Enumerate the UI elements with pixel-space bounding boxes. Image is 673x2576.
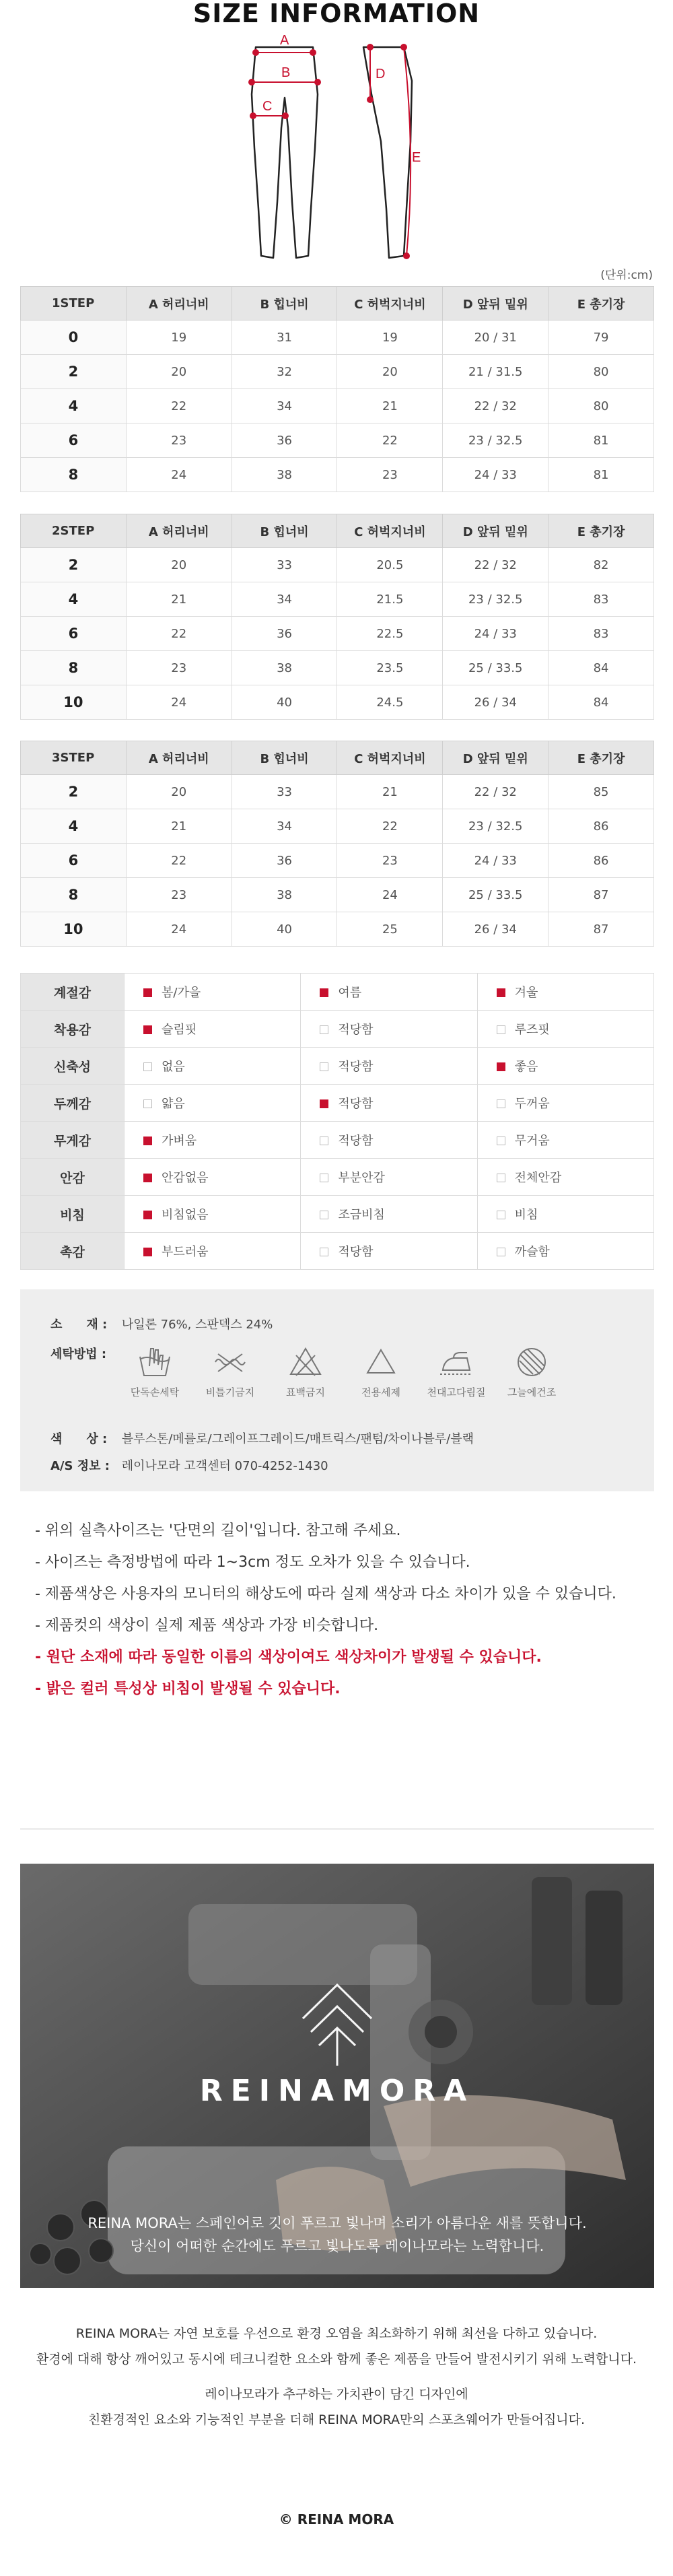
table-row xyxy=(21,582,654,617)
table-cell: 36 xyxy=(232,617,337,651)
feel-option-text: 가벼움 xyxy=(162,1134,197,1148)
table-row xyxy=(21,809,654,844)
size-table-3step xyxy=(20,741,654,947)
table-row xyxy=(21,548,654,582)
feel-option-text: 적당함 xyxy=(338,1060,374,1074)
feel-option xyxy=(477,1233,653,1270)
column-header: E 총기장 xyxy=(548,514,654,548)
table-cell: 22 / 32 xyxy=(443,389,548,423)
feel-option xyxy=(477,1159,653,1196)
table-cell: 24 xyxy=(126,912,232,947)
feel-option xyxy=(301,1085,477,1122)
wash-text: 전용세제 xyxy=(361,1386,400,1398)
feel-row xyxy=(21,1159,654,1196)
brand-about xyxy=(0,2321,673,2433)
table-row xyxy=(21,458,654,492)
table-cell: 86 xyxy=(548,844,654,878)
wash-text: 비틀기금지 xyxy=(205,1386,255,1398)
table-cell: 40 xyxy=(232,912,337,947)
table-row xyxy=(21,320,654,355)
table-cell: 23 xyxy=(337,844,443,878)
checked-box-icon xyxy=(143,1211,152,1219)
table-cell: 23 xyxy=(126,878,232,912)
feel-label: 두께감 xyxy=(21,1085,125,1122)
table-cell: 21 xyxy=(126,809,232,844)
checked-box-icon xyxy=(497,1062,505,1071)
column-header: B 힙너비 xyxy=(232,741,337,775)
table-cell: 23 / 32.5 xyxy=(443,423,548,458)
notice-item-warning: - 원단 소재에 따라 동일한 이름의 색상이여도 색상차이가 발생될 수 있습니다. xyxy=(35,1649,542,1666)
leggings-measurement-diagram xyxy=(242,34,437,266)
feel-option-text: 적당함 xyxy=(338,1245,374,1259)
feel-option-text: 얇음 xyxy=(162,1097,185,1111)
feel-option xyxy=(477,1048,653,1085)
size-cell: 8 xyxy=(21,651,127,685)
table-cell: 84 xyxy=(548,651,654,685)
feel-option-text: 전체안감 xyxy=(514,1171,562,1185)
unchecked-box-icon xyxy=(497,1137,505,1145)
table-cell: 84 xyxy=(548,685,654,720)
unchecked-box-icon xyxy=(320,1025,328,1034)
diagram-label-d: D xyxy=(376,67,386,81)
product-spec-box xyxy=(20,1289,654,1491)
table-step-name: 2STEP xyxy=(21,514,127,548)
feel-option-text: 적당함 xyxy=(338,1023,374,1037)
feel-row xyxy=(21,974,654,1011)
feel-option-text: 봄/가을 xyxy=(162,986,201,1000)
column-header: D 앞뒤 밑위 xyxy=(443,514,548,548)
no-wring-icon xyxy=(211,1343,249,1381)
table-row xyxy=(21,389,654,423)
feel-option-text: 두꺼움 xyxy=(514,1097,550,1111)
size-cell: 6 xyxy=(21,844,127,878)
feel-label: 신축성 xyxy=(21,1048,125,1085)
table-cell: 81 xyxy=(548,458,654,492)
detergent-icon xyxy=(362,1343,400,1381)
table-cell: 24 / 33 xyxy=(443,844,548,878)
table-cell: 22 xyxy=(337,423,443,458)
table-cell: 23 xyxy=(126,651,232,685)
column-header: C 허벅지너비 xyxy=(337,514,443,548)
table-cell: 21 / 31.5 xyxy=(443,355,548,389)
unchecked-box-icon xyxy=(143,1062,152,1071)
table-cell: 34 xyxy=(232,809,337,844)
table-cell: 22 xyxy=(126,844,232,878)
size-cell: 8 xyxy=(21,458,127,492)
table-cell: 22.5 xyxy=(337,617,443,651)
feel-option xyxy=(301,1233,477,1270)
checked-box-icon xyxy=(143,1137,152,1145)
table-cell: 24.5 xyxy=(337,685,443,720)
table-cell: 33 xyxy=(232,548,337,582)
as-label: A/S 정보 : xyxy=(50,1459,110,1473)
table-cell: 21.5 xyxy=(337,582,443,617)
page-title: SIZE INFORMATION xyxy=(192,0,481,28)
brand-caption: 당신이 어떠한 순간에도 푸르고 빛나도록 레이나모라는 노력합니다. xyxy=(130,2238,544,2254)
table-cell: 31 xyxy=(232,320,337,355)
notice-list xyxy=(35,1515,654,1705)
feel-label: 안감 xyxy=(21,1159,125,1196)
brand-caption: REINA MORA는 스페인어로 깃이 푸르고 빛나며 소리가 아름다운 새를 뜻합니다. xyxy=(87,2215,587,2231)
checked-box-icon xyxy=(320,1099,328,1108)
feel-label: 비침 xyxy=(21,1196,125,1233)
about-line: 환경에 대해 항상 깨어있고 동시에 테크니컬한 요소와 함께 좋은 제품을 만들어 발전시키기 위해 노력합니다. xyxy=(36,2352,637,2367)
size-cell: 2 xyxy=(21,355,127,389)
table-cell: 19 xyxy=(126,320,232,355)
color-label: 색 상 : xyxy=(50,1432,108,1446)
table-cell: 36 xyxy=(232,423,337,458)
copyright: © REINA MORA xyxy=(279,2511,394,2528)
table-cell: 25 xyxy=(337,912,443,947)
feel-option xyxy=(477,1011,653,1048)
column-header: D 앞뒤 밑위 xyxy=(443,287,548,320)
unchecked-box-icon xyxy=(497,1025,505,1034)
material-value: 나일론 76%, 스판덱스 24% xyxy=(121,1318,273,1332)
feel-option xyxy=(301,1011,477,1048)
feel-option-text: 없음 xyxy=(162,1060,185,1074)
table-cell: 24 xyxy=(126,458,232,492)
table-cell: 87 xyxy=(548,878,654,912)
table-row xyxy=(21,878,654,912)
feel-option xyxy=(301,1048,477,1085)
feel-option xyxy=(477,1122,653,1159)
diagram-label-b: B xyxy=(281,65,291,80)
table-cell: 20 xyxy=(337,355,443,389)
feel-option-text: 부분안감 xyxy=(338,1171,385,1185)
table-cell: 23.5 xyxy=(337,651,443,685)
detergent-icon-item xyxy=(347,1343,415,1399)
material-row xyxy=(50,1315,273,1332)
table-cell: 79 xyxy=(548,320,654,355)
table-row xyxy=(21,355,654,389)
table-cell: 22 xyxy=(337,809,443,844)
notice-item: - 제품색상은 사용자의 모니터의 해상도에 따라 실제 색상과 다소 차이가 있을 수 있습니다. xyxy=(35,1586,616,1602)
table-cell: 22 xyxy=(126,389,232,423)
diagram-label-c: C xyxy=(262,99,273,114)
table-cell: 21 xyxy=(337,389,443,423)
unchecked-box-icon xyxy=(497,1099,505,1108)
table-cell: 81 xyxy=(548,423,654,458)
color-value: 블루스톤/메를로/그레이프그레이드/매트릭스/팬텀/차이나블루/블랙 xyxy=(121,1432,474,1446)
column-header: B 힙너비 xyxy=(232,514,337,548)
feel-option-text: 조금비침 xyxy=(338,1208,385,1222)
table-cell: 24 xyxy=(337,878,443,912)
table-cell: 38 xyxy=(232,651,337,685)
feel-option-text: 적당함 xyxy=(338,1134,374,1148)
table-cell: 87 xyxy=(548,912,654,947)
unchecked-box-icon xyxy=(143,1099,152,1108)
feel-option xyxy=(125,1233,301,1270)
table-cell: 80 xyxy=(548,389,654,423)
unchecked-box-icon xyxy=(320,1062,328,1071)
feel-option-text: 슬림핏 xyxy=(162,1023,197,1037)
diagram-label-e: E xyxy=(412,150,421,165)
size-cell: 4 xyxy=(21,389,127,423)
feel-option-text: 겨울 xyxy=(514,986,538,1000)
about-line: 친환경적인 요소와 기능적인 부분을 더해 REINA MORA만의 스포츠웨어가 만들어집니다. xyxy=(87,2412,586,2427)
table-cell: 83 xyxy=(548,582,654,617)
feel-option xyxy=(125,1196,301,1233)
unchecked-box-icon xyxy=(497,1174,505,1182)
wash-text: 표백금지 xyxy=(286,1386,325,1398)
size-cell: 2 xyxy=(21,548,127,582)
feel-option-text: 비침 xyxy=(514,1208,538,1222)
column-header: A 허리너비 xyxy=(126,741,232,775)
shade-dry-icon-item xyxy=(498,1343,565,1399)
feel-option-text: 부드러움 xyxy=(162,1245,209,1259)
notice-item-warning: - 밝은 컬러 특성상 비침이 발생될 수 있습니다. xyxy=(35,1681,341,1697)
about-line: REINA MORA는 자연 보호를 우선으로 환경 오염을 최소화하기 위해 최선을 다하고 있습니다. xyxy=(75,2326,598,2341)
notice-item: - 제품컷의 색상이 실제 제품 색상과 가장 비슷합니다. xyxy=(35,1617,379,1634)
feel-option xyxy=(125,1011,301,1048)
unchecked-box-icon xyxy=(320,1248,328,1256)
table-cell: 38 xyxy=(232,458,337,492)
about-line: 레이나모라가 추구하는 가치관이 담긴 디자인에 xyxy=(205,2387,468,2402)
unchecked-box-icon xyxy=(320,1174,328,1182)
size-cell: 8 xyxy=(21,878,127,912)
wash-row xyxy=(50,1345,118,1362)
table-cell: 20.5 xyxy=(337,548,443,582)
table-cell: 26 / 34 xyxy=(443,685,548,720)
table-cell: 24 / 33 xyxy=(443,617,548,651)
column-header: A 허리너비 xyxy=(126,287,232,320)
feel-option-text: 까슬함 xyxy=(514,1245,550,1259)
feel-option-text: 무거움 xyxy=(514,1134,550,1148)
no-bleach-icon xyxy=(287,1343,324,1381)
feel-option xyxy=(477,1085,653,1122)
table-cell: 23 xyxy=(337,458,443,492)
checked-box-icon xyxy=(143,1174,152,1182)
feel-option-text: 루즈핏 xyxy=(514,1023,550,1037)
column-header: C 허벅지너비 xyxy=(337,287,443,320)
no-wring-icon-item xyxy=(197,1343,264,1399)
table-cell: 33 xyxy=(232,775,337,809)
table-cell: 23 / 32.5 xyxy=(443,582,548,617)
wash-text: 그늘에건조 xyxy=(507,1386,557,1398)
hand-wash-icon xyxy=(136,1343,174,1381)
brand-image xyxy=(20,1864,654,2288)
feel-label: 계절감 xyxy=(21,974,125,1011)
table-row xyxy=(21,617,654,651)
feel-row xyxy=(21,1196,654,1233)
feel-row xyxy=(21,1085,654,1122)
table-step-name: 3STEP xyxy=(21,741,127,775)
iron-cloth-icon xyxy=(437,1343,475,1381)
size-table-2step xyxy=(20,514,654,720)
no-bleach-icon-item xyxy=(272,1343,339,1399)
table-cell: 40 xyxy=(232,685,337,720)
table-cell: 25 / 33.5 xyxy=(443,878,548,912)
unchecked-box-icon xyxy=(497,1248,505,1256)
feel-option xyxy=(125,974,301,1011)
column-header: E 총기장 xyxy=(548,741,654,775)
table-row xyxy=(21,423,654,458)
table-cell: 85 xyxy=(548,775,654,809)
feel-option xyxy=(301,1196,477,1233)
wash-text: 단독손세탁 xyxy=(130,1386,180,1398)
table-cell: 26 / 34 xyxy=(443,912,548,947)
diagram-label-a: A xyxy=(280,34,289,48)
column-header: D 앞뒤 밑위 xyxy=(443,741,548,775)
as-info-row xyxy=(50,1456,328,1474)
table-row xyxy=(21,651,654,685)
feel-option xyxy=(125,1048,301,1085)
column-header: A 허리너비 xyxy=(126,514,232,548)
unchecked-box-icon xyxy=(320,1137,328,1145)
checked-box-icon xyxy=(497,988,505,997)
iron-cloth-icon-item xyxy=(423,1343,490,1399)
table-cell: 19 xyxy=(337,320,443,355)
table-cell: 23 xyxy=(126,423,232,458)
table-cell: 86 xyxy=(548,809,654,844)
size-cell: 6 xyxy=(21,617,127,651)
column-header: E 총기장 xyxy=(548,287,654,320)
unit-label: (단위:cm) xyxy=(600,269,653,282)
table-cell: 22 / 32 xyxy=(443,548,548,582)
checked-box-icon xyxy=(143,1248,152,1256)
feel-label: 무게감 xyxy=(21,1122,125,1159)
feel-option xyxy=(125,1085,301,1122)
table-cell: 23 / 32.5 xyxy=(443,809,548,844)
feel-option-text: 좋음 xyxy=(514,1060,538,1074)
fabric-feel-table xyxy=(20,973,654,1270)
table-cell: 25 / 33.5 xyxy=(443,651,548,685)
table-cell: 20 xyxy=(126,548,232,582)
feel-option xyxy=(477,974,653,1011)
feel-row xyxy=(21,1122,654,1159)
size-cell: 6 xyxy=(21,423,127,458)
checked-box-icon xyxy=(143,1025,152,1034)
checked-box-icon xyxy=(320,988,328,997)
table-cell: 34 xyxy=(232,389,337,423)
feel-option xyxy=(301,1122,477,1159)
table-cell: 21 xyxy=(126,582,232,617)
feel-label: 착용감 xyxy=(21,1011,125,1048)
table-step-name: 1STEP xyxy=(21,287,127,320)
hand-wash-icon-item xyxy=(121,1343,188,1399)
checked-box-icon xyxy=(143,988,152,997)
table-cell: 82 xyxy=(548,548,654,582)
feel-option-text: 비침없음 xyxy=(162,1208,209,1222)
as-value: 레이나모라 고객센터 070-4252-1430 xyxy=(121,1459,328,1473)
material-label: 소 재 : xyxy=(50,1318,108,1332)
column-header: C 허벅지너비 xyxy=(337,741,443,775)
feel-label: 촉감 xyxy=(21,1233,125,1270)
column-header: B 힙너비 xyxy=(232,287,337,320)
notice-item: - 사이즈는 측정방법에 따라 1~3cm 정도 오차가 있을 수 있습니다. xyxy=(35,1554,470,1571)
feel-option xyxy=(477,1196,653,1233)
table-cell: 83 xyxy=(548,617,654,651)
shade-dry-icon xyxy=(513,1343,551,1381)
feel-option-text: 적당함 xyxy=(338,1097,374,1111)
table-cell: 24 / 33 xyxy=(443,458,548,492)
wash-text: 천대고다림질 xyxy=(427,1386,486,1398)
table-cell: 24 xyxy=(126,685,232,720)
feel-option xyxy=(301,974,477,1011)
feel-option-text: 안감없음 xyxy=(162,1171,209,1185)
table-row xyxy=(21,912,654,947)
table-cell: 20 / 31 xyxy=(443,320,548,355)
table-row xyxy=(21,685,654,720)
unchecked-box-icon xyxy=(320,1211,328,1219)
size-cell: 2 xyxy=(21,775,127,809)
size-cell: 10 xyxy=(21,685,127,720)
feel-option xyxy=(301,1159,477,1196)
unchecked-box-icon xyxy=(497,1211,505,1219)
color-row xyxy=(50,1429,474,1447)
brand-logo-text: REINAMORA xyxy=(199,2074,475,2108)
table-cell: 80 xyxy=(548,355,654,389)
size-cell: 4 xyxy=(21,582,127,617)
table-cell: 36 xyxy=(232,844,337,878)
table-row xyxy=(21,775,654,809)
size-cell: 4 xyxy=(21,809,127,844)
feel-option-text: 여름 xyxy=(338,986,362,1000)
feel-row xyxy=(21,1233,654,1270)
wash-label: 세탁방법 : xyxy=(50,1347,107,1361)
feel-row xyxy=(21,1048,654,1085)
table-cell: 22 xyxy=(126,617,232,651)
size-cell: 10 xyxy=(21,912,127,947)
feel-row xyxy=(21,1011,654,1048)
feel-option xyxy=(125,1122,301,1159)
table-cell: 21 xyxy=(337,775,443,809)
size-table-1step xyxy=(20,286,654,492)
table-cell: 20 xyxy=(126,355,232,389)
table-cell: 38 xyxy=(232,878,337,912)
size-cell: 0 xyxy=(21,320,127,355)
table-cell: 20 xyxy=(126,775,232,809)
feel-option xyxy=(125,1159,301,1196)
table-cell: 32 xyxy=(232,355,337,389)
notice-item: - 위의 실측사이즈는 '단면의 길이'입니다. 참고해 주세요. xyxy=(35,1522,401,1539)
table-cell: 34 xyxy=(232,582,337,617)
table-row xyxy=(21,844,654,878)
table-cell: 22 / 32 xyxy=(443,775,548,809)
